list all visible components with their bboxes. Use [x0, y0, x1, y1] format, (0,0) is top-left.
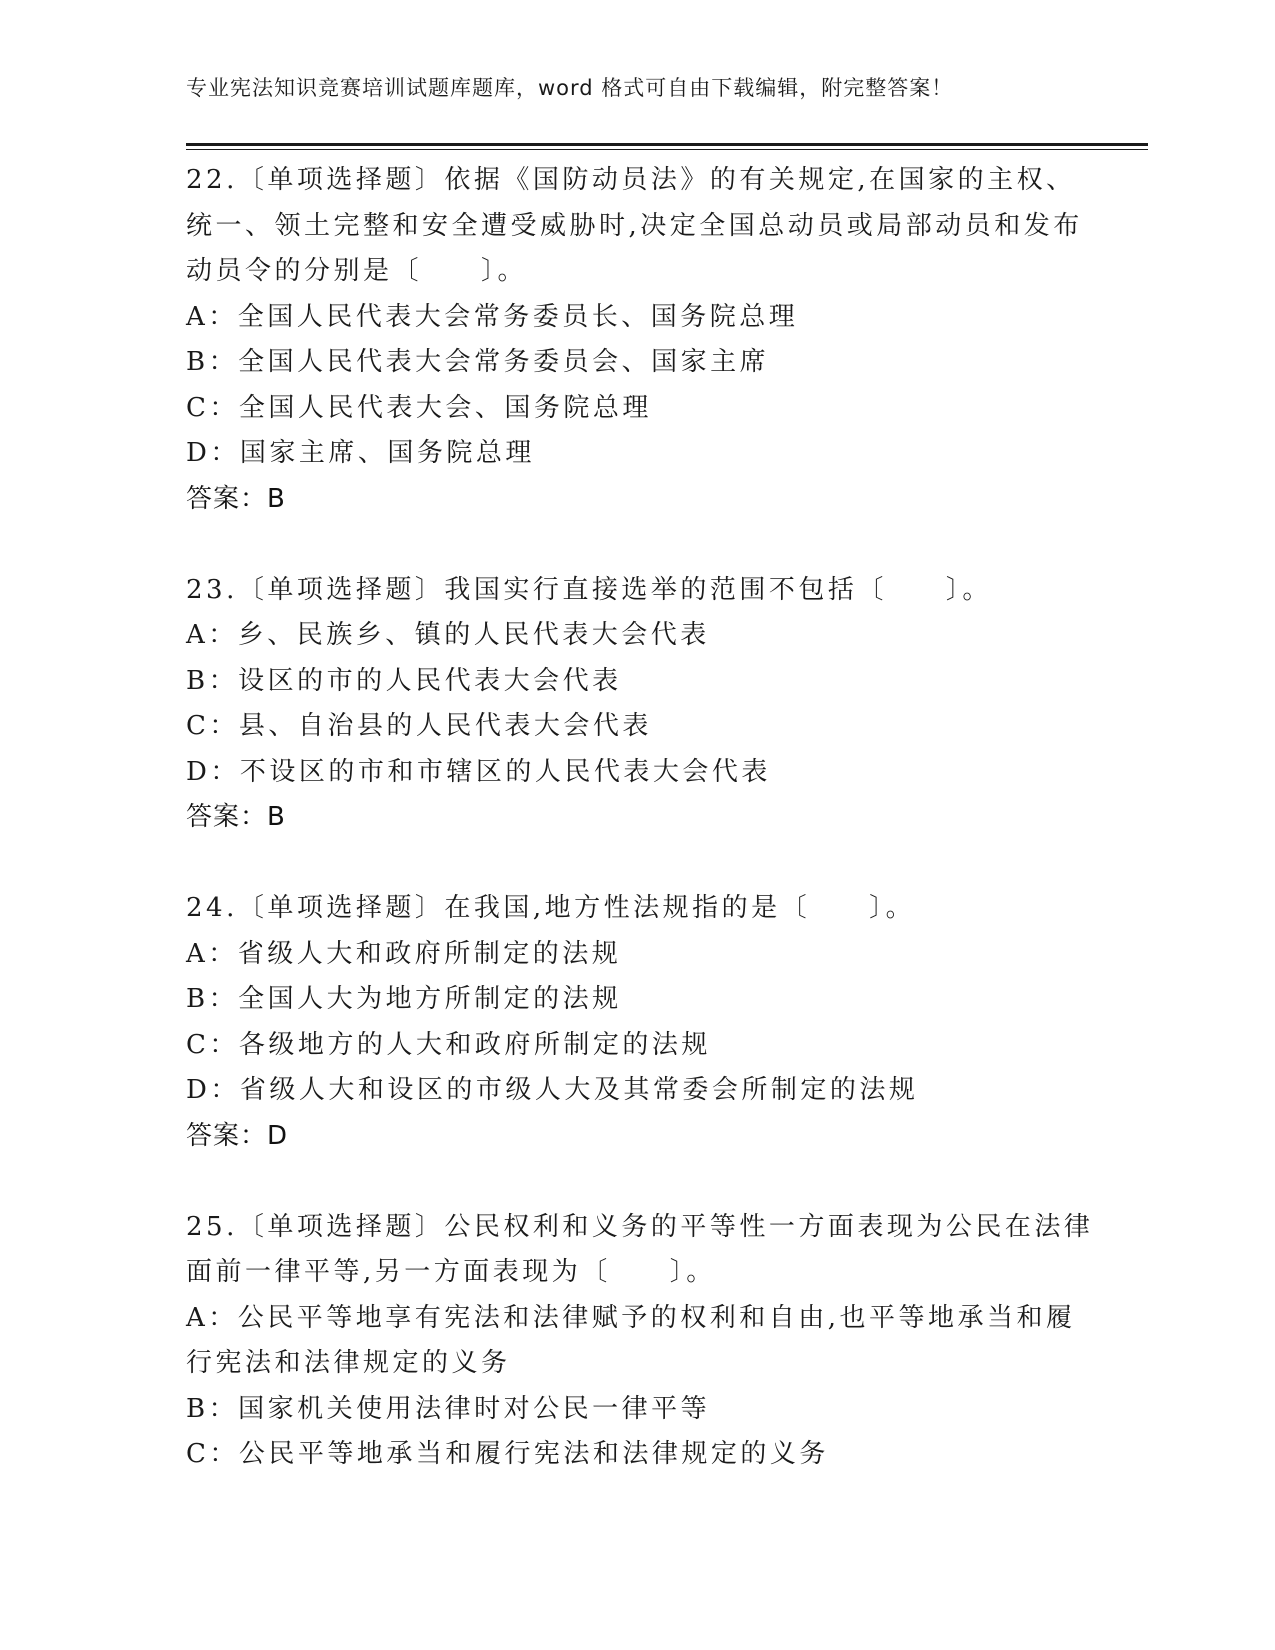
header-divider-thin	[186, 149, 1148, 150]
option-d: D：不设区的市和市辖区的人民代表大会代表	[186, 756, 771, 787]
option-b: B：全国人民代表大会常务委员会、国家主席	[186, 347, 770, 377]
answer-line: 答案：D	[186, 1120, 289, 1151]
option-a: A：省级人大和政府所制定的法规	[186, 938, 622, 969]
answer-line: 答案：B	[186, 802, 286, 832]
option-d: D：国家主席、国务院总理	[186, 438, 535, 468]
option-d: D：省级人大和设区的市级人大及其常委会所制定的法规	[186, 1075, 919, 1105]
question-stem-line: 25.〔单项选择题〕公民权利和义务的平等性一方面表现为公民在法律	[186, 1211, 1094, 1242]
question-stem-line: 统一、领土完整和安全遭受威胁时,决定全国总动员或局部动员和发布	[186, 210, 1083, 241]
header-divider-thick	[186, 143, 1148, 146]
answer-line: 答案：B	[186, 483, 286, 514]
question-22	[186, 158, 1086, 522]
question-spacer	[186, 1159, 1086, 1205]
question-stem-line: 22.〔单项选择题〕依据《国防动员法》的有关规定,在国家的主权、	[186, 165, 1076, 195]
option-a: A：全国人民代表大会常务委员长、国务院总理	[186, 301, 799, 332]
question-24	[186, 886, 1086, 1159]
option-a: A：公民平等地享有宪法和法律赋予的权利和自由,也平等地承当和履	[186, 1302, 1076, 1333]
question-spacer	[186, 522, 1086, 568]
option-b: B：国家机关使用法律时对公民一律平等	[186, 1393, 711, 1424]
option-a-continued: 行宪法和法律规定的义务	[186, 1348, 511, 1378]
option-c: C：县、自治县的人民代表大会代表	[186, 711, 652, 741]
question-23	[186, 568, 1086, 841]
question-stem-line: 23.〔单项选择题〕我国实行直接选举的范围不包括〔 〕。	[186, 574, 992, 605]
option-b: B：全国人大为地方所制定的法规	[186, 984, 622, 1014]
option-c: C：公民平等地承当和履行宪法和法律规定的义务	[186, 1439, 829, 1469]
option-c: C：全国人民代表大会、国务院总理	[186, 392, 652, 423]
question-list	[186, 158, 1094, 1478]
option-c: C：各级地方的人大和政府所制定的法规	[186, 1029, 711, 1060]
question-25	[186, 1205, 1094, 1478]
page-header: 专业宪法知识竞赛培训试题库题库，word 格式可自由下载编辑，附完整答案！	[186, 76, 954, 100]
question-stem-line: 动员令的分别是〔 〕。	[186, 256, 528, 286]
question-stem-line: 面前一律平等,另一方面表现为〔 〕。	[186, 1257, 716, 1287]
option-b: B：设区的市的人民代表大会代表	[186, 665, 622, 696]
question-stem-line: 24.〔单项选择题〕在我国,地方性法规指的是〔 〕。	[186, 893, 916, 923]
option-a: A：乡、民族乡、镇的人民代表大会代表	[186, 620, 710, 650]
question-spacer	[186, 841, 1086, 887]
